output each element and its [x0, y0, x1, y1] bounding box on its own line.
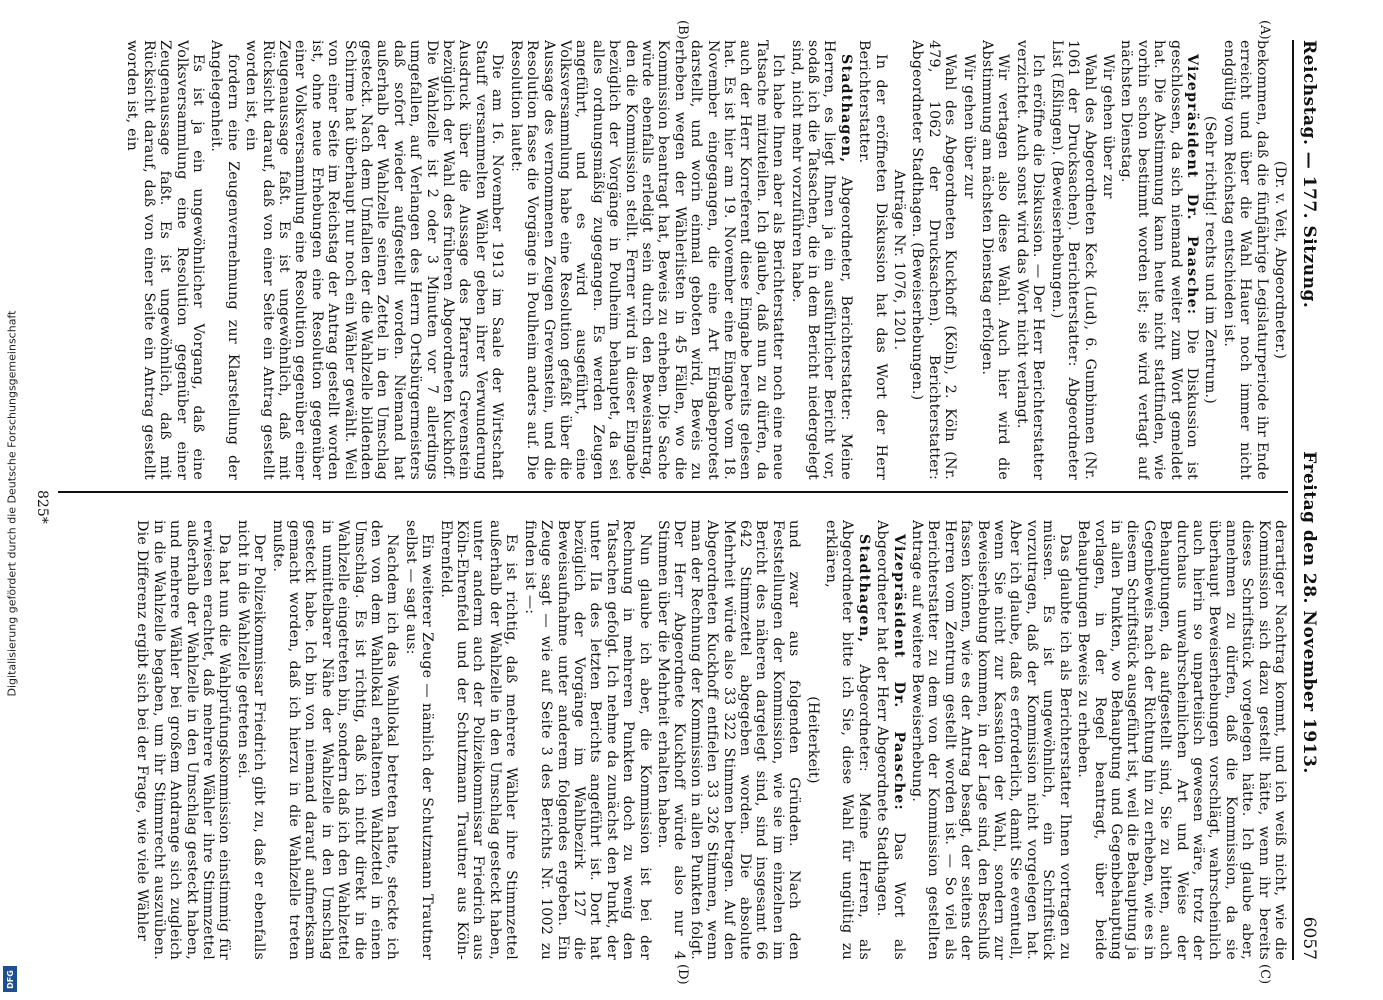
quoted-testimony: Es ist richtig, daß mehrere Wähler ihre Stimmzettel außerhalb der Wahlzelle in den Umschlag gesteckt haben, unter anderm auch der Polizeikommissar Friedrich aus Köln-Ehrenfeld und der Schutzmann Trautner aus Köln-Ehrenfeld.	[437, 520, 520, 960]
marker-c: (C)	[1257, 964, 1272, 985]
paragraph: Nun glaube ich aber, die Kommission ist bei der Rechnung in mehreren Punkten doch zu wenig den Tatsachen gefolgt. Ich nehme da zunächst den Punkt, der unter IIa des letzten Berichts angeführt ist. Dort hat bezüglich der Vorgänge im Wahlbezirk 127 die Beweisaufnahme unter anderem folgendes ergeben. Ein Zeuge sagt — wie auf Seite 3 des Berichts Nr. 1002 zu finden ist —:	[521, 520, 653, 960]
quoted-testimony: Nachdem ich das Wahllokal betreten hatte, steckte ich den von dem Wahllokal erhaltenen Wahlzettel in einen Umschlag. Es ist richtig, daß ich nicht direkt in die Wahlzelle eingetreten bin, sondern daß ich den Wahlzettel in unmittelbarer Nähe der Wahlzelle in den Umschlag gesteckt habe. Ich bin von niemand darauf aufmerksam gemacht worden, daß ich hierzu in die Wahlzelle treten mußte.	[269, 520, 401, 960]
speaker-name: Vizepräsident Dr. Paasche:	[890, 534, 907, 811]
paragraph: Ein weiterer Zeuge — nämlich der Schutzmann Trautner selbst — sagt aus:	[402, 520, 436, 960]
header-title: Reichstag. — 177. Sitzung.	[1299, 40, 1319, 309]
paragraph: Das glaubte ich als Berichterstatter Ihnen vortragen zu müssen. Es ist ungewöhnlich, ein Schriftstück vorzutragen, daß der Kommission nicht vorgelegen hat. Aber ich glaube, daß es erforderlich, damit Sie eventuell, wenn Sie nicht zur Kassation der Wahl, sondern zur Beweiserhebung kommen, in der Lage sind, den Beschluß fassen können, wie es der Antrag besagt, der seitens der Herren vom Zentrum gestellt worden ist. — So viel als Berichterstatter zu dem von der Kommission gestellten Antrage auf weitere Beweiserhebung.	[909, 520, 1073, 960]
digitization-note	[2, 0, 22, 1000]
digitization-note-text: Digitalisierung gefördert durch die Deutsche Forschungsgemeinschaft	[5, 310, 19, 697]
paragraph: derartiger Nachtrag kommt, und ich weiß nicht, wie die Kommission sich dazu gestellt hätte, wenn ihr bereits dieses Schriftstück vorgelegen hätte. Ich glaube aber, annehmen zu dürfen, daß die Kommission, da sie überhaupt Beweiserhebungen vorschlägt, wahrscheinlich auch hierin so unparteiisch gewesen wäre, trotz der durchaus unwahrscheinlichen Art und Weise der Behauptungen, da aufgestellt sind, Sie zu bitten, auch Gegenbeweis nach der Richtung hin zu erheben, wie es in diesem Schriftstück ausgeführt ist, weil die Behauptung ja in allen Punkten, wo Behauptung und Gegenbehauptung vorlagen, in der Regel beantragt, über beide Behauptungen Beweis zu erheben.	[1075, 520, 1288, 960]
left-column	[58, 40, 1288, 480]
marker-a: (A)	[1257, 20, 1272, 40]
reaction: (Heiterkeit)	[804, 696, 821, 784]
speaker-name: Vizepräsident Dr. Paasche:	[1183, 54, 1200, 316]
paragraph: Wir gehen über zur	[960, 54, 977, 199]
paragraph: Ich habe Ihnen aber als Berichterstatter noch eine neue Tatsache mitzuteilen. Ich glaube, daß nun zu dürfen, da auch der Herr Korreferent diese Eingabe bereits gelesen hat. Es ist hier am 19. November eine Eingabe vom 18. November eingegangen, die eine Art Eingabeprotest darstellt, und worin einmal geboten wird, Beweis zu erheben wegen der Wählerlisten in 45 Fällen, wo die Kommission beantragt hat, Beweis zu erheben. Die Sache würde ebenfalls erledigt sein durch den Beweisantrag, den die Kommission stellt. Ferner wird in dieser Eingabe bezüglich der Vorgänge in Poulheim behauptet, da sei alles ordnungsmäßig zugegangen. Es werden Zeugen angeführt, und es wird ausgeführt, eine Volksversammlung habe eine Resolution gefaßt über die Aussage des vernommenen Zeugen Grevenstein, und die Resolution fasse die Vorgänge in Poulheim anders auf. Die Resolution lautet:	[507, 40, 787, 480]
speaker-name: Stadthagen,	[855, 534, 872, 644]
column-divider	[58, 491, 1288, 493]
page-number: 6057	[1299, 916, 1319, 960]
paragraph: Vizepräsident Dr. Paasche: Das Wort als Abgeordneter hat der Herr Abgeordnete Stadthagen.	[874, 520, 907, 960]
paragraph: fordern eine Zeugenvernehmung zur Klarstellung der Angelegenheit.	[208, 40, 241, 480]
paragraph: Da hat nun die Wahlprüfungskommission einstimmig für erwiesen erachtet, daß mehrere Wähler ihre Stimmzettel außerhalb der Wahlzelle in den Umschlag gesteckt haben, und mehrere Wähler bei großem Andrange sich zugleich in die Wahlzelle begaben, um ihr Stimmrecht auszuüben. Die Differenz ergibt sich bei der Frage, wie viele Wähler	[134, 520, 233, 960]
marker-b: (B)	[675, 20, 690, 40]
paragraph: Wahl des Abgeordneten Kuckhoff (Köln), 2. Köln (Nr. 479, 1062 der Drucksachen). Berichterstatter: Abgeordneter Stadthagen. (Beweiserhebungen.)	[909, 40, 959, 480]
rotated-sheet	[30, 20, 1330, 985]
right-column	[58, 520, 1288, 960]
paragraph: Wir gehen über zur	[1099, 54, 1116, 199]
quoted-resolution: Die am 16. November 1913 im Saale der Wirtschaft Stauff versammelten Wähler geben ihrer Verwunderung Ausdruck über die Aussage des Pfarrers Grevenstein bezüglich der Wahl des früheren Abgeordneten Kuckhoff. Die Wahlzelle ist 2 oder 3 Minuten vor 7 allerdings umgefallen, auf Verlangen des Herrn Ortsbürgermeisters daß sofort wieder aufgestellt worden. Niemand hat außerhalb der Wahlzelle seinen Zettel in den Umschlag gesteckt. Nach dem Umfallen der die Wahlzelle bildenden Schirme hat überhaupt nur noch ein Wähler gewählt. Weil von einer Seite im Reichstag der Antrag gestellt worden ist, ohne neue Erhebungen eine Resolution gegenüber einer Volksversammlung eine Resolution gegenüber einer Zeugenaussage faßt. Es ist ungewöhnlich, daß mit Rücksicht darauf, daß von einer Seite ein Antrag gestellt worden ist, ein	[243, 40, 506, 480]
paragraph: Wir vertagen also diese Wahl. Auch hier wird die Abstimmung am nächsten Dienstag erfolgen.	[979, 40, 1012, 480]
signature-mark: 825*	[34, 490, 50, 524]
paragraph: Es ist ja ein ungewöhnlicher Vorgang, daß eine Volksversammlung eine Resolution gegenüber einer Zeugenaussage faßt. Es ist ungewöhnlich, daß mit Rücksicht darauf, daß von einer Seite ein Antrag gestellt worden ist, ein	[124, 40, 206, 480]
header-date: Freitag den 28. November 1913.	[1299, 451, 1319, 774]
paragraph: Wahl des Abgeordneten Keck (Lud), 6. Gumbinnen (Nr. 1061 der Drucksachen). Berichterstatter: Abgeordneter List (Eßlingen). (Beweiserhebungen.)	[1048, 40, 1098, 480]
reaction: (Sehr richtig! rechts und im Zentrum.)	[1202, 115, 1219, 405]
dfg-logo: DFG	[3, 966, 17, 992]
marker-d: (D)	[675, 964, 690, 985]
page-header	[1292, 40, 1324, 960]
motion-numbers: Anträge Nr. 1076, 1201.	[891, 169, 908, 351]
paragraph: und zwar aus folgenden Gründen. Nach den Feststellungen der Kommission, wie sie im einzelnen im Bericht des näheren dargelegt sind, sind insgesamt 66 642 Stimmzettel abgegeben worden. Die absolute Mehrheit würde also 33 322 Stimmen betragen. Auf den Abgeordneten Kuckhoff entfielen 33 326 Stimmen, wenn man der Rechnung der Kommission in allen Punkten folgt. Der Herr Abgeordnete Kuckhoff würde also nur 4 Stimmen über die Mehrheit erhalten haben.	[654, 520, 803, 960]
paragraph: Stadthagen, Abgeordneter: Meine Herren, als Abgeordneter bitte ich Sie, diese Wahl für ungültig zu erklären,	[823, 520, 872, 960]
speaker-continuation: (Dr. v. Veit, Abgeordneter.)	[1272, 160, 1288, 360]
paragraph: Ich eröffne die Diskussion. — Der Herr Berichterstatter verzichtet. Auch sonst wird das Wort nicht verlangt.	[1013, 40, 1047, 480]
paragraph: In der eröffneten Diskussion hat das Wort der Herr Berichterstatter.	[856, 40, 889, 480]
paragraph: bekommen, daß die fünfjährige Legislaturperiode ihr Ende erreicht und über die Wahl Hauer noch immer nicht endgültig vom Reichstag entschieden ist.	[1220, 40, 1270, 480]
paragraph: Vizepräsident Dr. Paasche: Die Diskussion ist geschlossen, da sich niemand weiter zum Wort gemeldet hat. Die Abstimmung kann heute nicht stattfinden, wie vorhin schon bestimmt worden ist; sie wird vertagt auf nächsten Dienstag.	[1118, 40, 1200, 480]
paragraph: Stadthagen, Abgeordneter, Berichterstatter: Meine Herren, es liegt Ihnen ja ein ausführlicher Bericht vor, sodaß ich die Tatsachen, die in dem Bericht niedergelegt sind, nicht mehr vorzuführen habe.	[788, 40, 854, 480]
paragraph: Der Polizeikommissar Friedrich gibt zu, daß er ebenfalls nicht in die Wahlzelle getreten sei.	[234, 520, 268, 960]
speaker-name: Stadthagen,	[837, 54, 854, 164]
